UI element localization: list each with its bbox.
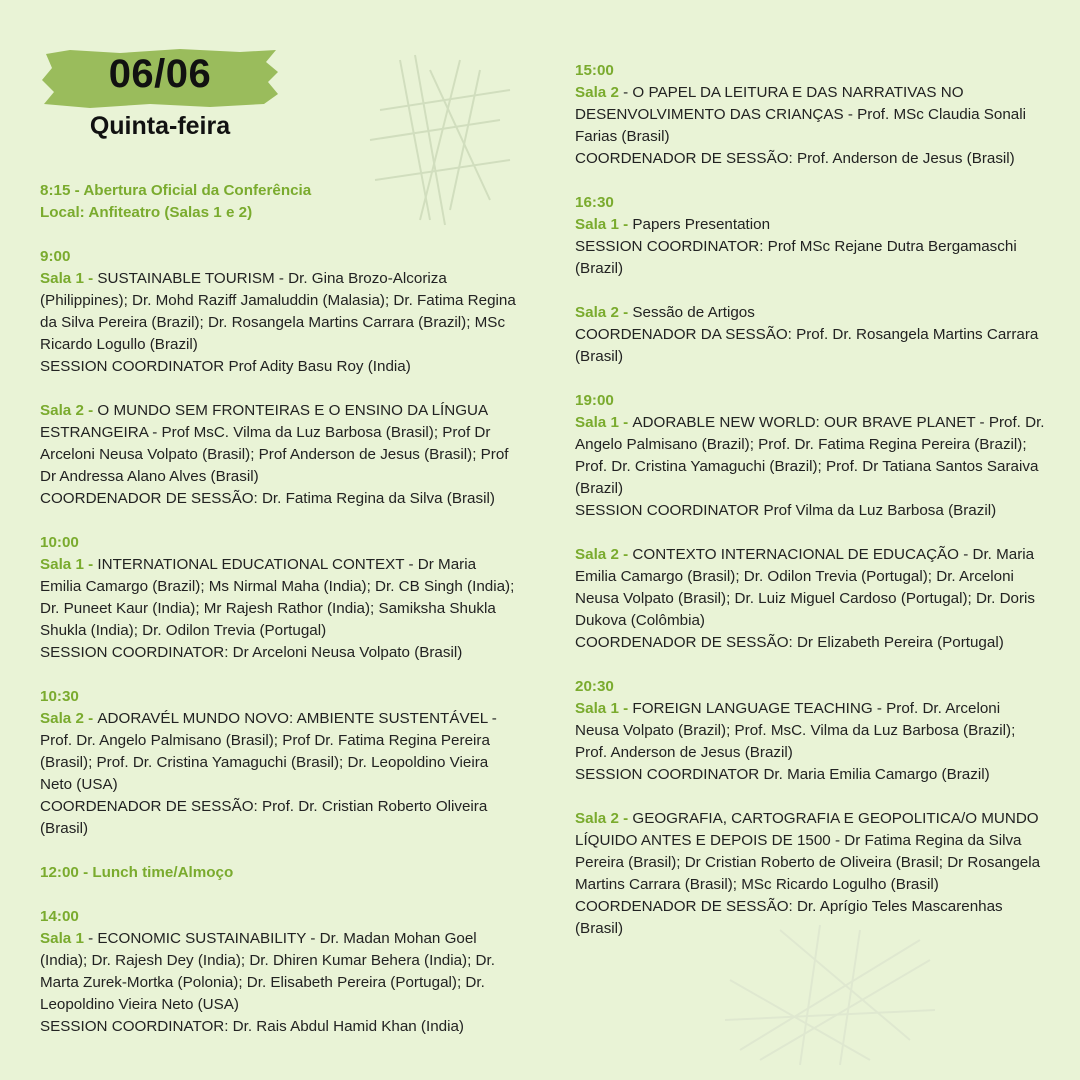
- separator: -: [83, 270, 98, 287]
- lunch-label: 12:00 - Lunch time/Almoço: [40, 864, 234, 881]
- time-label: 14:00: [40, 908, 79, 925]
- session-coordinator: SESSION COORDINATOR Prof Adity Basu Roy (India): [40, 358, 411, 375]
- session-coordinator: COORDENADOR DE SESSÃO: Dr. Aprígio Teles Mascarenhas (Brasil): [575, 898, 1003, 937]
- room-label: Sala 1: [40, 556, 84, 573]
- time-label: 8:15: [40, 182, 71, 199]
- room-label: Sala 2: [575, 810, 619, 827]
- session-entry: [40, 708, 520, 796]
- time-label: 10:00: [40, 534, 79, 551]
- lunch-break: [40, 862, 520, 884]
- room-label: Sala 2: [575, 546, 619, 563]
- session-entry: [575, 544, 1045, 632]
- session-entry: [40, 928, 520, 1016]
- session-description: O PAPEL DA LEITURA E DAS NARRATIVAS NO DESENVOLVIMENTO DAS CRIANÇAS - Prof. MSc Claudia Sonali Farias (Brasil): [575, 84, 1026, 145]
- session-entry: [40, 268, 520, 356]
- session-description: O MUNDO SEM FRONTEIRAS E O ENSINO DA LÍNGUA ESTRANGEIRA - Prof MsC. Vilma da Luz Barbosa (Brasil); Prof Dr Arceloni Neusa Volpato (Brasil); Prof Anderson de Jesus (Brasil); Prof Dr Andressa Alano Alves (Brasil): [40, 402, 509, 485]
- opening-location: Local: Anfiteatro (Salas 1 e 2): [40, 204, 253, 221]
- session-coordinator: SESSION COORDINATOR: Prof MSc Rejane Dutra Bergamaschi (Brazil): [575, 238, 1017, 277]
- session-description: SUSTAINABLE TOURISM - Dr. Gina Brozo-Alcoriza (Philippines); Dr. Mohd Raziff Jamaluddin (Malasia); Dr. Fatima Regina da Silva Pereira (Brazil); Dr. Rosangela Martins Carrara (Brazil); MSc Ricardo Logullo (Brazil): [40, 270, 516, 353]
- session-coordinator: SESSION COORDINATOR Prof Vilma da Luz Barbosa (Brazil): [575, 502, 997, 519]
- schedule-right-column: [575, 60, 1045, 962]
- session-entry: [40, 400, 520, 488]
- session-coordinator: COORDENADOR DE SESSÃO: Prof. Anderson de Jesus (Brasil): [575, 150, 1015, 167]
- room-label: Sala 2: [575, 304, 619, 321]
- session-entry: [575, 82, 1045, 148]
- room-label: Sala 1: [575, 700, 619, 717]
- session-entry: [575, 698, 1045, 764]
- room-label: Sala 2: [575, 84, 619, 101]
- session-1630-sala1: [575, 192, 1045, 280]
- room-label: Sala 1: [40, 930, 84, 947]
- session-entry: [575, 214, 1045, 236]
- session-1500: [575, 60, 1045, 170]
- time-label: 16:30: [575, 194, 614, 211]
- separator: -: [618, 810, 633, 827]
- separator: -: [83, 556, 98, 573]
- time-label: 10:30: [40, 688, 79, 705]
- session-coordinator: COORDENADOR DA SESSÃO: Prof. Dr. Rosangela Martins Carrara (Brasil): [575, 326, 1039, 365]
- date-banner: [40, 46, 280, 110]
- schedule-left-column: [40, 180, 520, 1060]
- session-description: Sessão de Artigos: [632, 304, 755, 321]
- weekday-label: Quinta-feira: [89, 112, 231, 140]
- session-2030-sala2: [575, 808, 1045, 940]
- separator: -: [83, 930, 98, 947]
- session-entry: [575, 808, 1045, 896]
- session-description: GEOGRAFIA, CARTOGRAFIA E GEOPOLITICA/O MUNDO LÍQUIDO ANTES E DEPOIS DE 1500 - Dr Fatima Regina da Silva Pereira (Brasil); Dr Cristian Roberto de Oliveira (Brasil; Dr Rosangela Martins Carrara (Brasil); MSc Ricardo Logulho (Brasil): [575, 810, 1041, 893]
- session-1400: [40, 906, 520, 1038]
- separator: -: [83, 402, 98, 419]
- room-label: Sala 1: [575, 216, 619, 233]
- session-1900-sala1: [575, 390, 1045, 522]
- time-label: 20:30: [575, 678, 614, 695]
- session-description: ADORABLE NEW WORLD: OUR BRAVE PLANET - Prof. Dr. Angelo Palmisano (Brazil); Prof. Dr. Fatima Regina Pereira (Brazil); Prof. Dr. Cristina Yamaguchi (Brazil); Prof. Dr Tatiana Santos Saraiva (Brazil): [575, 414, 1045, 497]
- separator: -: [83, 710, 98, 727]
- session-entry: [40, 554, 520, 642]
- session-description: Papers Presentation: [632, 216, 771, 233]
- session-1030: [40, 686, 520, 840]
- session-description: INTERNATIONAL EDUCATIONAL CONTEXT - Dr Maria Emilia Camargo (Brazil); Ms Nirmal Maha (India); Dr. CB Singh (India); Dr. Puneet Kaur (India); Mr Rajesh Rathor (India); Samiksha Shukla Shukla (India); Dr. Odilon Trevia (Portugal): [40, 556, 515, 639]
- session-coordinator: SESSION COORDINATOR: Dr. Rais Abdul Hamid Khan (India): [40, 1018, 464, 1035]
- separator: -: [618, 546, 633, 563]
- separator: -: [618, 216, 633, 233]
- session-opening: [40, 180, 520, 224]
- room-label: Sala 2: [40, 710, 84, 727]
- room-label: Sala 2: [40, 402, 84, 419]
- date-label: 06/06: [108, 52, 212, 96]
- separator: -: [618, 414, 633, 431]
- session-entry: [575, 412, 1045, 500]
- separator: -: [618, 84, 633, 101]
- session-coordinator: COORDENADOR DE SESSÃO: Dr Elizabeth Pereira (Portugal): [575, 634, 1004, 651]
- session-description: ECONOMIC SUSTAINABILITY - Dr. Madan Mohan Goel (India); Dr. Rajesh Dey (India); Dr. Dhiren Kumar Behera (India); Dr. Marta Zurek-Mortka (Polonia); Dr. Elisabeth Pereira (Portugal); Dr. Leopoldino Vieira Neto (USA): [40, 930, 495, 1013]
- session-description: ADORAVÉL MUNDO NOVO: AMBIENTE SUSTENTÁVEL - Prof. Dr. Angelo Palmisano (Brasil); Prof Dr. Fatima Regina Pereira (Brasil); Prof. Dr. Cristina Yamaguchi (Brasil); Dr. Leopoldino Vieira Neto (USA): [40, 710, 497, 793]
- room-label: Sala 1: [40, 270, 84, 287]
- separator: -: [70, 182, 84, 199]
- time-label: 19:00: [575, 392, 614, 409]
- session-0900-sala2: [40, 400, 520, 510]
- opening-line: [40, 180, 520, 202]
- session-1000: [40, 532, 520, 664]
- room-label: Sala 1: [575, 414, 619, 431]
- session-coordinator: SESSION COORDINATOR Dr. Maria Emilia Camargo (Brazil): [575, 766, 990, 783]
- time-label: 15:00: [575, 62, 614, 79]
- session-description: FOREIGN LANGUAGE TEACHING - Prof. Dr. Arceloni Neusa Volpato (Brazil); Prof. MsC. Vilma da Luz Barbosa (Brazil); Prof. Anderson de Jesus (Brazil): [575, 700, 1016, 761]
- session-2030-sala1: [575, 676, 1045, 786]
- session-coordinator: COORDENADOR DE SESSÃO: Prof. Dr. Cristian Roberto Oliveira (Brasil): [40, 798, 488, 837]
- session-description: CONTEXTO INTERNACIONAL DE EDUCAÇÃO - Dr. Maria Emilia Camargo (Brasil); Dr. Odilon Trevia (Portugal); Dr. Arceloni Neusa Volpato (Brasil); Dr. Luiz Miguel Cardoso (Portugal); Dr. Doris Dukova (Colômbia): [575, 546, 1036, 629]
- session-coordinator: SESSION COORDINATOR: Dr Arceloni Neusa Volpato (Brasil): [40, 644, 463, 661]
- session-1630-sala2: [575, 302, 1045, 368]
- time-label: 9:00: [40, 248, 71, 265]
- session-1900-sala2: [575, 544, 1045, 654]
- session-entry: [575, 302, 1045, 324]
- session-0900-sala1: [40, 246, 520, 378]
- separator: -: [618, 700, 633, 717]
- separator: -: [618, 304, 633, 321]
- opening-title: Abertura Oficial da Conferência: [83, 182, 312, 199]
- session-coordinator: COORDENADOR DE SESSÃO: Dr. Fatima Regina da Silva (Brasil): [40, 490, 495, 507]
